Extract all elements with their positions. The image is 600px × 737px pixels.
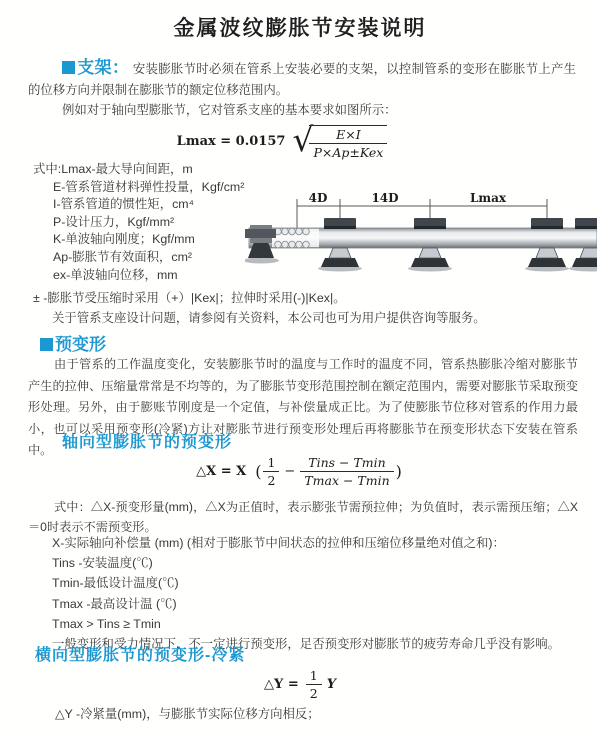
dim-label-lmax: Lmax (469, 191, 507, 205)
definition-item: Tins -安装温度(℃) (52, 556, 153, 571)
left-paren: ( (255, 462, 262, 481)
formula-lateral-rhs: Y (326, 677, 336, 692)
definition-item: X-实际轴向补偿量 (mm) (相对于膨胀节中间状态的拉伸和压缩位移量绝对值之和)： (52, 536, 505, 550)
fraction-denominator: 2 (267, 473, 276, 488)
sqrt-radical-icon: √ (292, 120, 314, 159)
axial-subheading: 轴向型膨胀节的预变形 (62, 434, 233, 451)
support-paragraph (28, 57, 576, 101)
formula-lmax-fraction (309, 127, 387, 160)
plus-minus-note: ± -膨胀节受压缩时采用（+）|Kex|；拉伸时采用(-)|Kex|。 (33, 291, 346, 305)
predeform-paragraph: 由于管系的工作温度变化，安装膨胀节时的温度与工作时的温度不同，管系热膨胀冷缩对膨胀节产生的拉伸、压缩量常常是不均等的，为了膨胀节变形范围控制在额定范围内，需要对膨胀节采取预变形处理。另外，由于膨账节刚度是一个定值，与补偿量成正比。为了使膨胀节位移对管系的作用力最小，也可以采用预变形(冷紧)方让对膨胀节进行预变形处理后再将膨胀节在预变形状态下安装在管系中。 (28, 357, 578, 457)
formula-lateral (0, 668, 600, 701)
consult-note: 关于管系支座设计问题，请参阅有关资料，本公司也可为用户提供咨询等服务。 (52, 311, 486, 325)
sqrt-body (309, 125, 387, 160)
formula-axial-lhs: △X = X (196, 464, 247, 479)
page-title: 金属波纹膨胀节安装说明 (173, 17, 427, 40)
formula-lmax (0, 122, 582, 160)
variable-item: K-单波轴向刚度；Kgf/mm (53, 232, 195, 247)
pipe-support-diagram (245, 188, 597, 293)
formula-lateral-lhs: △Y = (264, 677, 299, 692)
definition-item: Tmax -最高设计温 (℃) (52, 596, 177, 611)
support-section-heading: 支架： (77, 58, 130, 77)
fraction-numerator: E×I (309, 127, 387, 144)
variable-definition-list (33, 161, 244, 284)
half-fraction (306, 668, 322, 701)
variable-item: ex-单波轴向位移，mm (53, 267, 178, 282)
fraction-numerator: 1 (306, 668, 322, 685)
fraction-denominator: P×Ap±Kex (313, 145, 384, 160)
variable-item: Ap-膨胀节有效面积，cm² (53, 249, 193, 264)
variable-item: 式中:Lmax-最大导向间距，m (33, 162, 193, 176)
fraction-numerator: 1 (263, 455, 279, 472)
formula-lmax-lhs: Lmax = 0.0157 (176, 133, 286, 149)
dim-label-4d: 4D (308, 191, 328, 205)
temperature-fraction (300, 455, 393, 488)
definition-item: 一般变形和受力情况下，不一定进行预变形，足否预变形对膨胀节的疲劳寿命几乎没有影响。 (52, 637, 561, 652)
dim-label-14d: 14D (371, 191, 399, 205)
bellows-icon (272, 228, 319, 248)
support-example-text: 例如对于轴向型膨胀节，它对管系支座的基本要求如图所示： (62, 103, 397, 117)
predeform-section-heading (40, 330, 106, 355)
axial-definition-list (52, 533, 560, 654)
variable-item: P-设计压力，Kgf/mm² (53, 214, 175, 229)
formula-axial (0, 455, 600, 488)
minus-operator: − (284, 464, 296, 479)
predeform-heading-text: 预变形 (55, 335, 106, 354)
right-paren: ) (395, 462, 402, 481)
variable-item: I-管系管道的惯性矩，cm⁴ (53, 197, 194, 212)
axial-explain-paragraph: 式中：△X-预变形量(mm)，△X为正值时，表示膨张节需预拉伸；为负值时，表示需预压缩；△X＝0时表示不需预变形。 (28, 500, 578, 534)
definition-item: Tmax > Tins ≥ Tmin (52, 616, 161, 631)
lateral-note-text: △Y -冷紧量(mm)，与膨胀节实际位移方向相反； (55, 707, 320, 721)
fraction-denominator: Tmax − Tmin (304, 473, 390, 488)
fraction-denominator: 2 (309, 686, 318, 701)
half-fraction (263, 455, 279, 488)
lateral-subheading: 横向型膨胀节的预变形-冷紧 (35, 647, 246, 664)
definition-item: Tmin-最低设计温度(℃) (52, 576, 179, 591)
section-marker-icon (62, 61, 75, 74)
fraction-numerator: Tins − Tmin (300, 455, 393, 472)
sqrt-expression (292, 122, 387, 160)
section-marker-icon (40, 338, 53, 351)
variable-item: E-管系管道材料弹性投量，Kgf/cm² (53, 179, 245, 194)
support-intro-text: 安装膨胀节时必须在管系上安装必要的支架，以控制管系的变形在膨胀节上产生的位移方向并限制在膨胀节的额定位移范围内。 (28, 62, 577, 97)
